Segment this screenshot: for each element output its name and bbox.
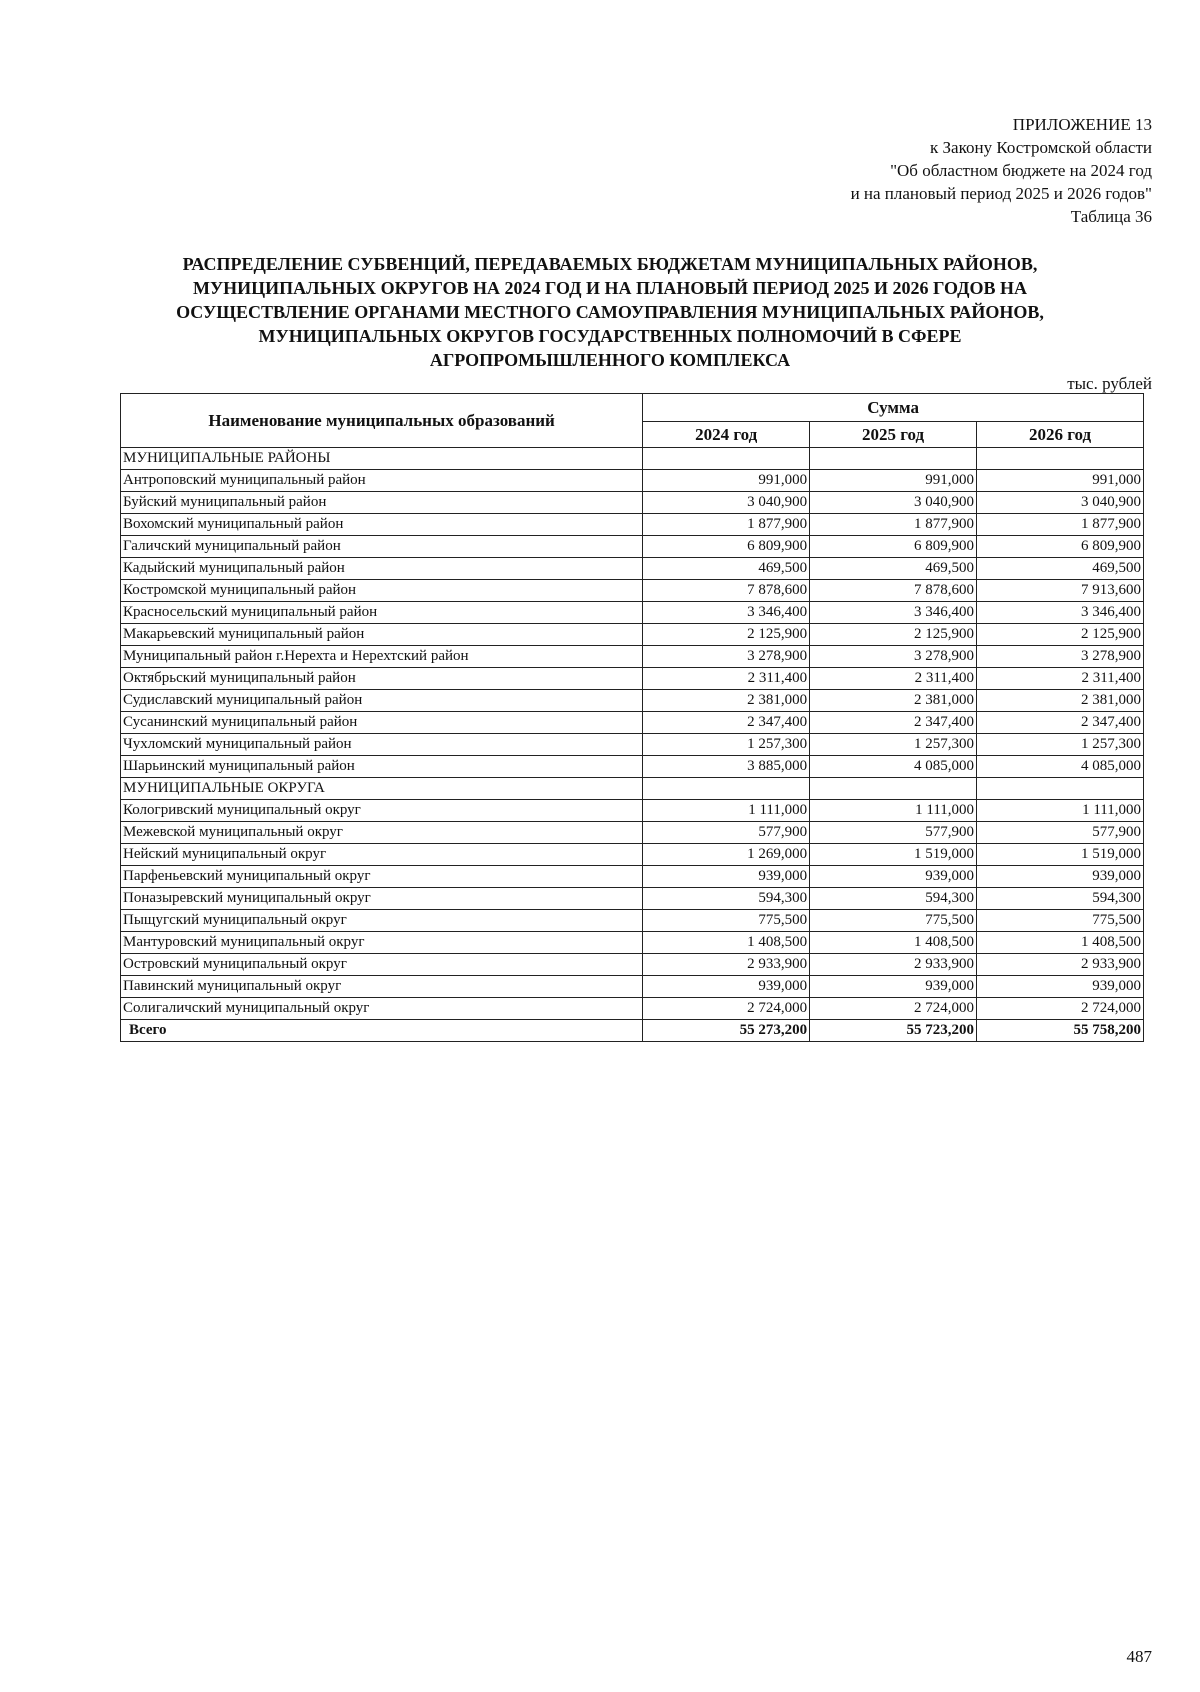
municipality-name: Парфеньевский муниципальный округ (121, 866, 643, 888)
table-body (121, 448, 1144, 1042)
amount-2026: 594,300 (977, 888, 1144, 910)
amount-2026: 1 257,300 (977, 734, 1144, 756)
total-2026: 55 758,200 (977, 1020, 1144, 1042)
amount-2024: 2 311,400 (643, 668, 810, 690)
amount-2025: 1 519,000 (810, 844, 977, 866)
table-row (121, 910, 1144, 932)
amount-2026: 3 278,900 (977, 646, 1144, 668)
amount-2024: 3 346,400 (643, 602, 810, 624)
document-title (120, 252, 1100, 372)
empty-cell (977, 778, 1144, 800)
amount-2025: 775,500 (810, 910, 977, 932)
amount-2026: 2 311,400 (977, 668, 1144, 690)
municipality-name: Солигаличский муниципальный округ (121, 998, 643, 1020)
amount-2025: 4 085,000 (810, 756, 977, 778)
appendix-table-number: Таблица 36 (1070, 207, 1152, 226)
section-row-okrugs (121, 778, 1144, 800)
amount-2025: 2 347,400 (810, 712, 977, 734)
municipality-name: Судиславский муниципальный район (121, 690, 643, 712)
amount-2026: 939,000 (977, 976, 1144, 998)
amount-2025: 3 040,900 (810, 492, 977, 514)
amount-2026: 3 040,900 (977, 492, 1144, 514)
title-line: АГРОПРОМЫШЛЕННОГО КОМПЛЕКСА (429, 350, 791, 370)
municipality-name: Сусанинский муниципальный район (121, 712, 643, 734)
amount-2024: 594,300 (643, 888, 810, 910)
empty-cell (810, 448, 977, 470)
units-label: тыс. рублей (1067, 374, 1152, 393)
table-row (121, 998, 1144, 1020)
amount-2025: 7 878,600 (810, 580, 977, 602)
amount-2024: 1 269,000 (643, 844, 810, 866)
municipality-name: Макарьевский муниципальный район (121, 624, 643, 646)
amount-2025: 1 877,900 (810, 514, 977, 536)
amount-2026: 991,000 (977, 470, 1144, 492)
municipality-name: Красносельский муниципальный район (121, 602, 643, 624)
amount-2025: 469,500 (810, 558, 977, 580)
table-row (121, 954, 1144, 976)
title-line: РАСПРЕДЕЛЕНИЕ СУБВЕНЦИЙ, ПЕРЕДАВАЕМЫХ БЮДЖЕТАМ МУНИЦИПАЛЬНЫХ РАЙОНОВ, (182, 254, 1038, 274)
total-row (121, 1020, 1144, 1042)
table-row (121, 932, 1144, 954)
municipality-name: Вохомский муниципальный район (121, 514, 643, 536)
amount-2025: 577,900 (810, 822, 977, 844)
amount-2025: 6 809,900 (810, 536, 977, 558)
municipality-name: Чухломский муниципальный район (121, 734, 643, 756)
amount-2025: 1 257,300 (810, 734, 977, 756)
table-row (121, 624, 1144, 646)
municipality-name: Буйский муниципальный район (121, 492, 643, 514)
amount-2025: 2 724,000 (810, 998, 977, 1020)
header-sum: Сумма (643, 394, 1144, 422)
amount-2024: 3 040,900 (643, 492, 810, 514)
table-row (121, 844, 1144, 866)
amount-2026: 1 877,900 (977, 514, 1144, 536)
amount-2026: 4 085,000 (977, 756, 1144, 778)
municipality-name: Павинский муниципальный округ (121, 976, 643, 998)
appendix-number: ПРИЛОЖЕНИЕ 13 (1012, 115, 1152, 134)
municipality-name: Островский муниципальный округ (121, 954, 643, 976)
amount-2026: 577,900 (977, 822, 1144, 844)
total-2024: 55 273,200 (643, 1020, 810, 1042)
total-label: Всего (121, 1020, 643, 1042)
amount-2024: 3 278,900 (643, 646, 810, 668)
municipality-name: Мантуровский муниципальный округ (121, 932, 643, 954)
table-row (121, 492, 1144, 514)
empty-cell (810, 778, 977, 800)
amount-2026: 2 347,400 (977, 712, 1144, 734)
amount-2024: 1 257,300 (643, 734, 810, 756)
municipality-name: Костромской муниципальный район (121, 580, 643, 602)
title-line: МУНИЦИПАЛЬНЫХ ОКРУГОВ ГОСУДАРСТВЕННЫХ ПОЛНОМОЧИЙ В СФЕРЕ (258, 326, 962, 346)
municipality-name: Пыщугский муниципальный округ (121, 910, 643, 932)
amount-2024: 991,000 (643, 470, 810, 492)
municipality-name: Галичский муниципальный район (121, 536, 643, 558)
municipality-name: Поназыревский муниципальный округ (121, 888, 643, 910)
section-label: МУНИЦИПАЛЬНЫЕ РАЙОНЫ (121, 448, 643, 470)
amount-2025: 939,000 (810, 866, 977, 888)
amount-2026: 469,500 (977, 558, 1144, 580)
amount-2025: 991,000 (810, 470, 977, 492)
amount-2025: 2 311,400 (810, 668, 977, 690)
amount-2024: 1 408,500 (643, 932, 810, 954)
amount-2024: 2 125,900 (643, 624, 810, 646)
table-row (121, 756, 1144, 778)
municipality-name: Муниципальный район г.Нерехта и Нерехтский район (121, 646, 643, 668)
table-row (121, 800, 1144, 822)
amount-2025: 939,000 (810, 976, 977, 998)
table-row (121, 580, 1144, 602)
amount-2024: 2 933,900 (643, 954, 810, 976)
title-line: МУНИЦИПАЛЬНЫХ ОКРУГОВ НА 2024 ГОД И НА ПЛАНОВЫЙ ПЕРИОД 2025 И 2026 ГОДОВ НА (192, 278, 1028, 298)
table-row (121, 822, 1144, 844)
amount-2025: 2 933,900 (810, 954, 977, 976)
amount-2026: 1 111,000 (977, 800, 1144, 822)
title-line: ОСУЩЕСТВЛЕНИЕ ОРГАНАМИ МЕСТНОГО САМОУПРАВЛЕНИЯ МУНИЦИПАЛЬНЫХ РАЙОНОВ, (176, 302, 1044, 322)
table-row (121, 888, 1144, 910)
amount-2024: 577,900 (643, 822, 810, 844)
appendix-header (552, 113, 1152, 228)
table-row (121, 536, 1144, 558)
table-row (121, 734, 1144, 756)
header-name: Наименование муниципальных образований (121, 394, 643, 448)
amount-2024: 1 111,000 (643, 800, 810, 822)
appendix-law: к Закону Костромской области (930, 138, 1152, 157)
page-number: 487 (1126, 1647, 1152, 1666)
amount-2024: 469,500 (643, 558, 810, 580)
municipality-name: Антроповский муниципальный район (121, 470, 643, 492)
header-year-2024: 2024 год (643, 422, 810, 448)
amount-2025: 3 278,900 (810, 646, 977, 668)
table-row (121, 602, 1144, 624)
amount-2025: 594,300 (810, 888, 977, 910)
amount-2024: 939,000 (643, 976, 810, 998)
municipality-name: Кадыйский муниципальный район (121, 558, 643, 580)
amount-2024: 3 885,000 (643, 756, 810, 778)
amount-2026: 1 408,500 (977, 932, 1144, 954)
amount-2024: 775,500 (643, 910, 810, 932)
table-row (121, 646, 1144, 668)
amount-2026: 775,500 (977, 910, 1144, 932)
amount-2024: 939,000 (643, 866, 810, 888)
amount-2025: 3 346,400 (810, 602, 977, 624)
header-year-2026: 2026 год (977, 422, 1144, 448)
amount-2025: 1 111,000 (810, 800, 977, 822)
amount-2026: 1 519,000 (977, 844, 1144, 866)
amount-2024: 1 877,900 (643, 514, 810, 536)
appendix-law-period: и на плановый период 2025 и 2026 годов" (850, 184, 1152, 203)
municipality-name: Шарьинский муниципальный район (121, 756, 643, 778)
section-row-districts (121, 448, 1144, 470)
amount-2025: 1 408,500 (810, 932, 977, 954)
amount-2024: 6 809,900 (643, 536, 810, 558)
amount-2024: 7 878,600 (643, 580, 810, 602)
table-row (121, 866, 1144, 888)
table-row (121, 976, 1144, 998)
table-row (121, 558, 1144, 580)
amount-2026: 2 724,000 (977, 998, 1144, 1020)
amount-2025: 2 125,900 (810, 624, 977, 646)
amount-2024: 2 347,400 (643, 712, 810, 734)
table-row (121, 668, 1144, 690)
table-row (121, 712, 1144, 734)
total-2025: 55 723,200 (810, 1020, 977, 1042)
amount-2026: 2 933,900 (977, 954, 1144, 976)
table-row (121, 470, 1144, 492)
amount-2026: 2 381,000 (977, 690, 1144, 712)
empty-cell (977, 448, 1144, 470)
appendix-law-title: "Об областном бюджете на 2024 год (890, 161, 1152, 180)
table-row (121, 690, 1144, 712)
amount-2026: 2 125,900 (977, 624, 1144, 646)
amount-2024: 2 724,000 (643, 998, 810, 1020)
subvention-table (120, 393, 1144, 1042)
empty-cell (643, 778, 810, 800)
amount-2025: 2 381,000 (810, 690, 977, 712)
municipality-name: Межевской муниципальный округ (121, 822, 643, 844)
amount-2026: 3 346,400 (977, 602, 1144, 624)
header-year-2025: 2025 год (810, 422, 977, 448)
amount-2026: 6 809,900 (977, 536, 1144, 558)
municipality-name: Кологривский муниципальный округ (121, 800, 643, 822)
municipality-name: Нейский муниципальный округ (121, 844, 643, 866)
section-label: МУНИЦИПАЛЬНЫЕ ОКРУГА (121, 778, 643, 800)
amount-2026: 939,000 (977, 866, 1144, 888)
amount-2026: 7 913,600 (977, 580, 1144, 602)
municipality-name: Октябрьский муниципальный район (121, 668, 643, 690)
amount-2024: 2 381,000 (643, 690, 810, 712)
table-row (121, 514, 1144, 536)
empty-cell (643, 448, 810, 470)
